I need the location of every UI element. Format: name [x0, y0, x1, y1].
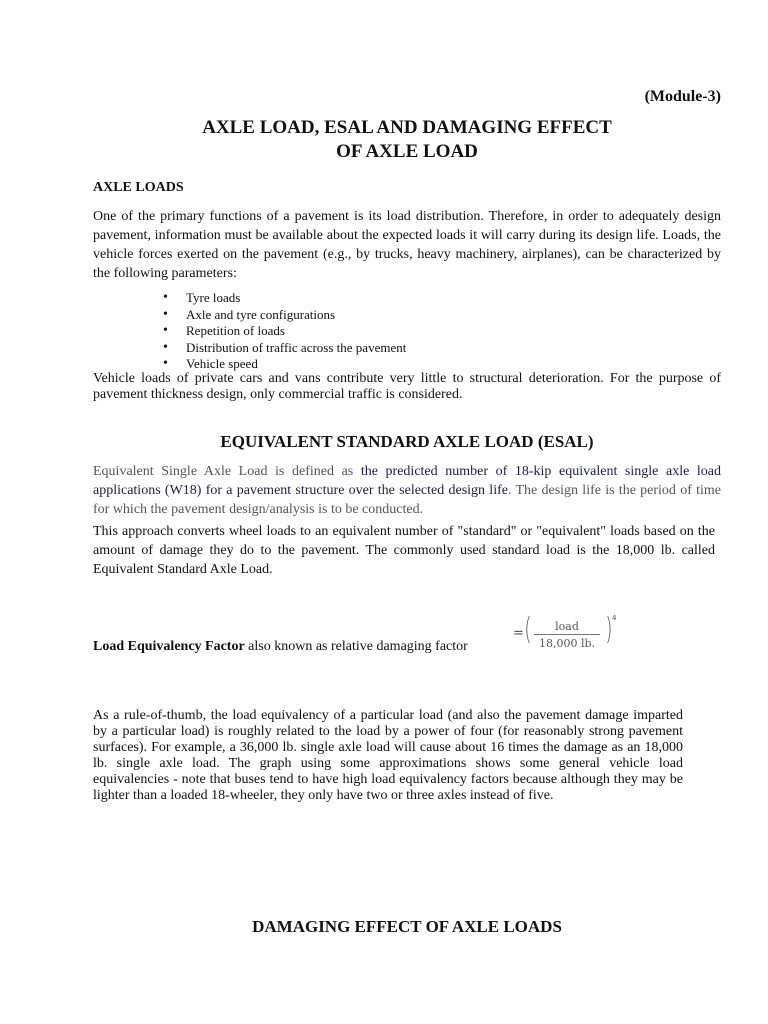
- list-item: • Repetition of loads: [163, 323, 406, 340]
- rule-of-thumb-paragraph: As a rule-of-thumb, the load equivalency of a particular load (and also the pavement damage imparted by a particular load) is roughly related to the load by a power of four (for reasonably strong pavement surfaces). For example, a 36,000 lb. single axle load will cause about 16 times the damage as an 18,000 lb. single axle load. The graph using some approximations shows some general vehicle load equivalencies - note that buses tend to have high load equivalency factors because although they may be lighter than a loaded 18-wheeler, they only have two or three axles instead of five.: [93, 708, 683, 803]
- esal-heading: EQUIVALENT STANDARD AXLE LOAD (ESAL): [220, 432, 594, 451]
- axle-loads-heading: AXLE LOADS: [93, 180, 184, 195]
- lef-description: also known as relative damaging factor: [244, 639, 468, 654]
- formula-numerator: load: [555, 620, 579, 633]
- lef-term: Load Equivalency Factor: [93, 639, 245, 654]
- esal-definition: [93, 462, 721, 519]
- esal-definition-intro: Equivalent Single Axle Load is defined as: [93, 464, 361, 479]
- lef-definition: [93, 639, 468, 655]
- formula-equals: =: [513, 626, 524, 641]
- list-item: • Distribution of traffic across the pavement: [163, 340, 406, 357]
- formula-fraction-bar: [534, 634, 600, 635]
- parameter-list: [163, 290, 406, 373]
- module-label: (Module-3): [644, 88, 721, 105]
- formula-left-paren: (: [524, 612, 532, 647]
- list-item: • Axle and tyre configurations: [163, 307, 406, 324]
- list-item: • Tyre loads: [163, 290, 406, 307]
- axle-loads-intro: One of the primary functions of a pavement is its load distribution. Therefore, in order to adequately design pavement, information must be available about the expected loads it will carry during its design life. Loads, the vehicle forces exerted on the pavement (e.g., by trucks, heavy machinery, airplanes), can be characterized by the following parameters:: [93, 209, 721, 281]
- lef-formula: [513, 612, 623, 656]
- formula-right-paren: ): [605, 612, 613, 647]
- esal-definition-highlight: the predicted number of 18-kip equivalent single axle load applications (W18) for a pavement structure over the selected design life: [93, 464, 721, 498]
- commercial-traffic-paragraph: Vehicle loads of private cars and vans contribute very little to structural deterioration. For the purpose of pavement thickness design, only commercial traffic is considered.: [93, 371, 721, 402]
- title-line-2: OF AXLE LOAD: [336, 141, 478, 162]
- esal-definition-rest: . The design life is the period of time for which the pavement design/analysis is to be conducted.: [93, 483, 721, 517]
- formula-denominator: 18,000 lb.: [538, 637, 596, 650]
- document-page: [93, 0, 721, 1024]
- damaging-effect-heading: DAMAGING EFFECT OF AXLE LOADS: [252, 917, 562, 936]
- page-title: [93, 116, 721, 164]
- approach-paragraph: This approach converts wheel loads to an equivalent number of "standard" or "equivalent" loads based on the amount of damage they do to the pavement. The commonly used standard load is the 18,000 lb. called Equivalent Standard Axle Load.: [93, 524, 715, 577]
- formula-exponent: 4: [612, 614, 617, 622]
- list-item: • Vehicle speed: [163, 356, 406, 373]
- title-line-1: AXLE LOAD, ESAL AND DAMAGING EFFECT: [202, 117, 612, 138]
